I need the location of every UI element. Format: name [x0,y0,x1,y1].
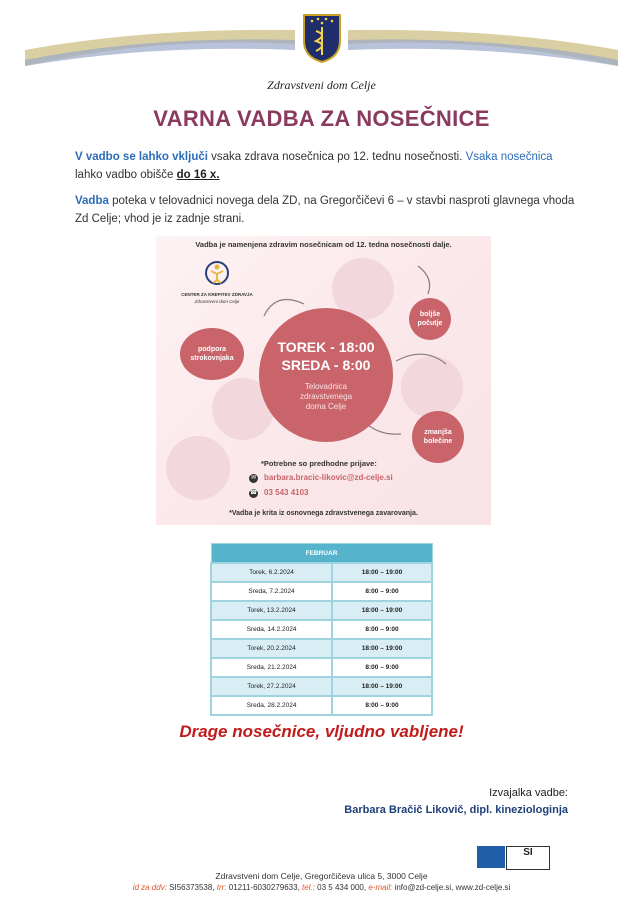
bubble-less-pain [412,411,464,463]
contact-email[interactable]: barbara.bracic-likovic@zd-celje.si [264,473,393,482]
signup-note: *Potrebne so predhodne prijave: [261,459,377,468]
footer-tel-label: tel.: [302,883,315,892]
footer-contacts [0,883,643,892]
schedule-day: Torek, 27.2.2024 [211,677,332,696]
footer-trr-value: 01211-6030279633, [226,883,303,892]
schedule-time: 8:00 – 9:00 [332,658,432,677]
phone-icon: ☎ [249,490,258,496]
crest-logo [302,13,342,63]
location-lead: Vadba [75,195,109,207]
intro-emphasis: do 16 x. [176,169,220,181]
bubble-pain-line-2: bolečine [423,438,453,445]
contact-phone[interactable]: 03 543 4103 [264,488,309,497]
intro-text-1: vsaka zdrava nosečnica po 12. tednu nosečnosti. [207,151,466,163]
location-paragraph [75,192,580,228]
schedule-day: Sreda, 7.2.2024 [211,582,332,601]
footer-id-label: id za ddv: [132,883,167,892]
health-promotion-logo [477,846,505,868]
insurance-note: *Vadba je krita iz osnovnega zdravstvenega zavarovanja. [229,510,418,517]
footer-address: Zdravstveni dom Celje, Gregorčičeva ulica 5, 3000 Celje [215,871,428,881]
schedule-day: Torek, 13.2.2024 [211,601,332,620]
schedule-time: 18:00 – 19:00 [332,639,432,658]
table-row [211,582,432,601]
organization-name: Zdravstveni dom Celje [267,78,376,92]
schedule-time: 8:00 – 9:00 [332,582,432,601]
location-text: poteka v telovadnici novega dela ZD, na Gregorčičevi 6 – v stavbi nasproti glavnega vhoda Zd Celje; vhod je iz zadnje strani. [75,195,575,225]
header-swoosh-right [348,26,618,66]
si-quality-logo [506,846,550,870]
bubble-support-line-1: podpora [198,346,226,353]
schedule-circle [259,308,393,442]
schedule-day: Torek, 6.2.2024 [211,563,332,582]
intro-text-3: lahko vadbo obišče [75,169,177,181]
page-title: VARNA VADBA ZA NOSEČNICE [153,106,490,131]
center-name: CENTER ZA KREPITEV ZDRAVJA [181,292,253,297]
schedule-time: 18:00 – 19:00 [332,601,432,620]
schedule-day: Sreda, 28.2.2024 [211,696,332,715]
schedule-table-wrapper [210,543,433,716]
schedule-header: FEBRUAR [211,544,432,564]
schedule-day: Sreda, 21.2.2024 [211,658,332,677]
instructor-name: Barbara Bračič Likovič, dipl. kineziologinja [344,804,568,816]
table-row [211,696,432,715]
poster-top-text: Vadba je namenjena zdravim nosečnicam od 12. tedna nosečnosti dalje. [195,240,452,249]
closing-invitation: Drage nosečnice, vljudno vabljene! [179,722,464,741]
center-logo-icon [204,260,230,286]
instructor-label: Izvajalka vadbe: [489,787,568,799]
bubble-better-wellbeing [409,298,451,340]
header-swoosh-left [25,26,295,66]
info-poster [156,236,491,525]
footer-tel-value: 03 5 434 000, [314,883,369,892]
bubble-support-line-2: strokovnjaka [190,355,234,362]
table-row [211,601,432,620]
footer-id-value: SI56373538, [166,883,217,892]
bubble-better-line-1: boljše [419,311,441,318]
bubble-pain-line-1: zmanjša [424,429,452,436]
intro-lead: V vadbo se lahko vključi [75,151,208,163]
table-row [211,639,432,658]
si-logo-text: SI [523,847,533,858]
footer-trr-label: trr: [216,883,227,892]
schedule-time: 18:00 – 19:00 [332,677,432,696]
schedule-table [210,543,433,716]
footer-email-value[interactable]: info@zd-celje.si, [392,883,456,892]
place-line-2: zdravstvenega [299,392,353,401]
center-sub: Zdravstveni dom Celje [194,299,240,304]
intro-paragraph [75,148,580,184]
email-icon: ✉ [250,475,257,481]
schedule-time: 8:00 – 9:00 [332,696,432,715]
schedule-day: Torek, 20.2.2024 [211,639,332,658]
time-wednesday: SREDA - 8:00 [281,357,371,373]
intro-text-2: Vsaka nosečnica [465,151,553,163]
table-row [211,563,432,582]
bubble-better-line-2: počutje [417,320,443,327]
place-line-1: Telovadnica [304,382,348,391]
place-line-3: doma Celje [305,402,347,411]
bubble-expert-support [180,328,244,380]
footer-website[interactable]: www.zd-celje.si [455,883,511,892]
time-tuesday: TOREK - 18:00 [277,339,375,355]
schedule-time: 18:00 – 19:00 [332,563,432,582]
table-row [211,620,432,639]
schedule-day: Sreda, 14.2.2024 [211,620,332,639]
schedule-time: 8:00 – 9:00 [332,620,432,639]
footer-email-label: e-mail: [368,883,393,892]
table-row [211,658,432,677]
table-row [211,677,432,696]
